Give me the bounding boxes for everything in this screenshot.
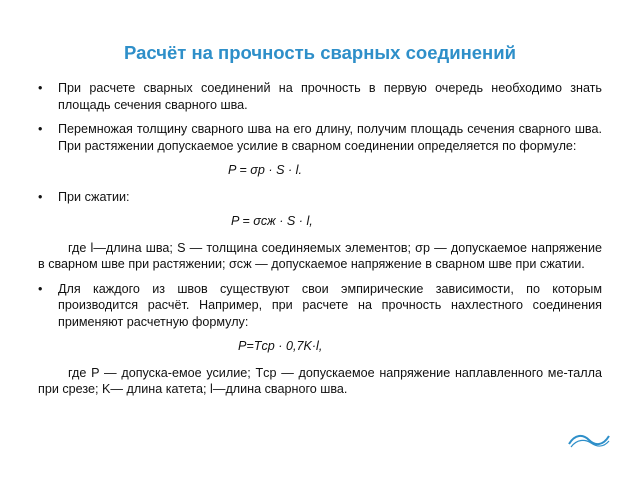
bullet-text: Для каждого из швов существуют свои эмпирические зависимости, по которым производится расчёт. Например, при расчете на прочность нахлестного соединения применяют расчетную формулу: xyxy=(58,281,602,329)
bullet-text: Перемножая толщину сварного шва на его длину, получим площадь сечения сварного шва. При растяжении допускаемое усилие в сварном соединении определяется по формуле: xyxy=(58,122,602,153)
bullet-item xyxy=(38,189,602,206)
formula-lap-joint: P=Tср · 0,7K·l, xyxy=(238,339,323,353)
explanation-paragraph: где P — допуска-емое усилие; Tср — допускаемое напряжение наплавленного ме-талла при срезе; K— длина катета; l—длина сварного шва. xyxy=(38,365,602,396)
slide-content xyxy=(38,80,602,406)
formula-compression: P = σсж · S · l, xyxy=(231,214,313,228)
bullet-marker: • xyxy=(38,281,43,296)
slide-title: Расчёт на прочность сварных соединений xyxy=(124,42,516,63)
explanation-paragraph: где l—длина шва; S — толщина соединяемых элементов; σp — допускаемое напряжение в сварном шве при растяжении; σсж — допускаемое напряжение в сварном шве при сжатии. xyxy=(38,240,602,271)
formula-tension: P = σp · S · l. xyxy=(228,163,302,177)
logo-icon xyxy=(567,430,611,450)
bullet-item xyxy=(38,281,602,331)
bullet-marker: • xyxy=(38,122,43,136)
bullet-marker: • xyxy=(38,189,43,204)
bullet-marker: • xyxy=(38,81,43,95)
bullet-item xyxy=(38,121,602,154)
bullet-item xyxy=(38,80,602,113)
bullet-text: При сжатии: xyxy=(58,189,130,204)
bullet-text: При расчете сварных соединений на прочность в первую очередь необходимо знать площадь сечения сварного шва. xyxy=(58,81,602,112)
